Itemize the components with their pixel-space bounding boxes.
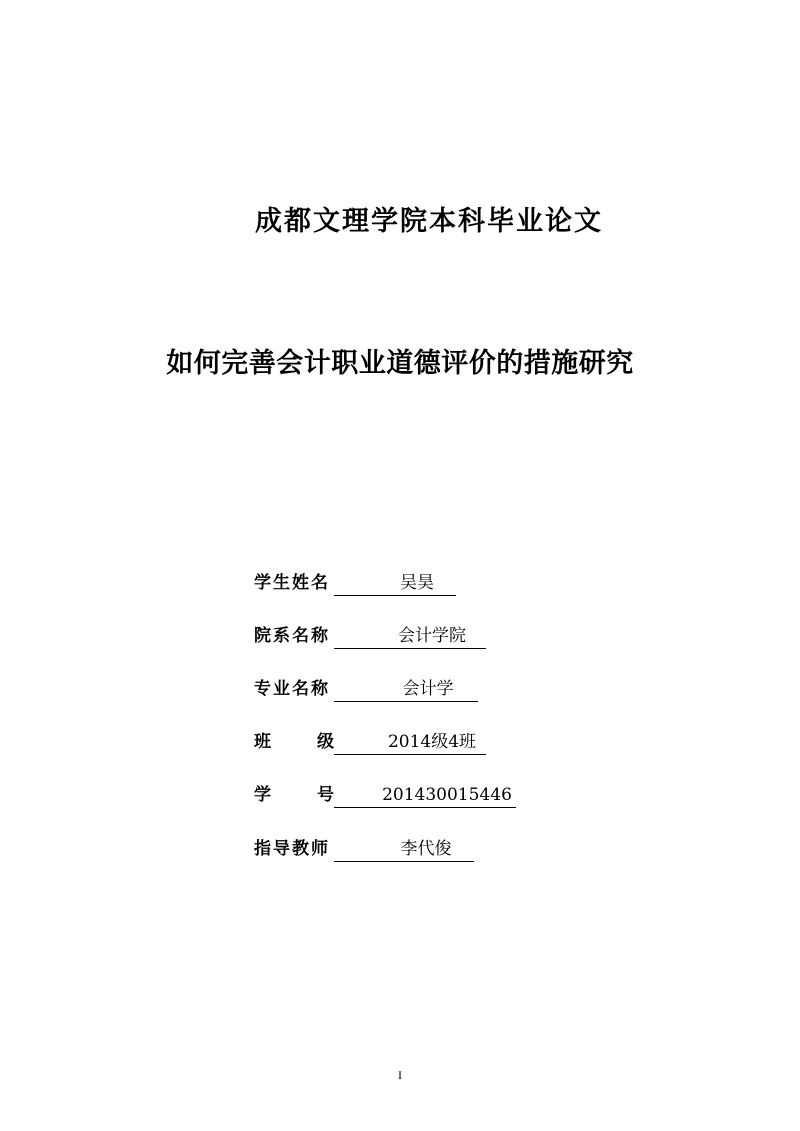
department-row [254,619,486,649]
class-value: 2014级4班 [334,730,486,755]
student-id-label [254,782,334,808]
class-label-first: 班 [254,732,271,752]
thesis-title: 如何完善会计职业道德评价的措施研究 [166,348,634,379]
class-row [254,725,486,755]
department-label: 院系名称 [254,626,330,646]
student-id-label-first: 学 [254,785,271,805]
student-name-row [254,566,456,596]
department-value: 会计学院 [334,624,486,649]
student-id-value: 201430015446 [334,783,516,808]
student-id-row [254,778,516,808]
student-name-label: 学生姓名 [254,573,330,593]
advisor-label: 指导教师 [254,839,330,859]
major-row [254,672,478,702]
advisor-value: 李代俊 [334,837,474,862]
advisor-row [254,832,474,862]
class-label [254,729,334,755]
student-name-value: 吴昊 [334,571,456,596]
major-value: 会计学 [334,677,478,702]
student-id-label-second: 号 [317,785,334,805]
page-number: I [398,1068,402,1082]
class-label-second: 级 [317,732,334,752]
major-label: 专业名称 [254,679,330,699]
university-heading: 成都文理学院本科毕业论文 [255,206,603,237]
